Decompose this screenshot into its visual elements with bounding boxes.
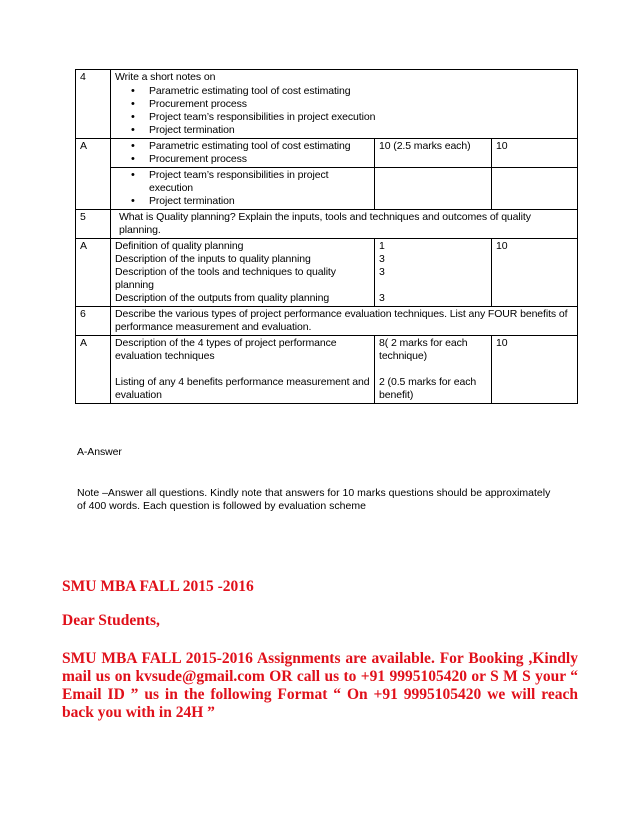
- criteria-line: Listing of any 4 benefits performance measurement and evaluation: [115, 376, 370, 401]
- list-item: • Procurement process: [149, 98, 573, 111]
- answer-4-row: [76, 139, 578, 168]
- answer-bullet-list: [115, 169, 370, 208]
- answer-criteria: [111, 336, 375, 404]
- promo-heading: SMU MBA FALL 2015 -2016: [62, 578, 254, 595]
- answer-total: 10: [492, 336, 578, 404]
- answer-marks: [375, 239, 492, 307]
- evaluation-table: [75, 69, 578, 404]
- criteria-line: Definition of quality planning: [115, 240, 244, 252]
- a-answer-label: A-Answer: [77, 446, 122, 458]
- answer-marks-empty: [375, 168, 492, 210]
- answer-label: A: [76, 139, 111, 210]
- question-number: 4: [76, 70, 111, 139]
- list-item: • Parametric estimating tool of cost estimating: [149, 140, 370, 153]
- mark-value: 2 (0.5 marks for each benefit): [379, 376, 477, 401]
- answer-5-row: [76, 239, 578, 307]
- answer-bullet-list: [115, 140, 370, 166]
- question-bullet-list: [115, 85, 573, 137]
- question-text: Describe the various types of project performance evaluation techniques. List any FOUR benefits of performance measurement and evaluation.: [111, 307, 578, 336]
- answer-4-continued-row: [76, 168, 578, 210]
- answer-label: A: [76, 239, 111, 307]
- question-5-row: [76, 210, 578, 239]
- question-text: What is Quality planning? Explain the inputs, tools and techniques and outcomes of quality planning.: [111, 210, 578, 239]
- mark-value: 3: [379, 292, 385, 304]
- question-6-row: [76, 307, 578, 336]
- mark-value: 8( 2 marks for each technique): [379, 337, 468, 362]
- question-title: Write a short notes on: [115, 71, 216, 83]
- answer-marks: [375, 336, 492, 404]
- list-item: • Project termination: [149, 124, 573, 137]
- note-text: Note –Answer all questions. Kindly note that answers for 10 marks questions should be approximately of 400 words. Each question is followed by evaluation scheme: [77, 487, 551, 512]
- question-number: 5: [76, 210, 111, 239]
- list-item: • Project termination: [149, 195, 370, 208]
- list-item: • Procurement process: [149, 153, 370, 166]
- answer-criteria: [111, 239, 375, 307]
- question-number: 6: [76, 307, 111, 336]
- mark-value: 1: [379, 240, 385, 252]
- criteria-line: Description of the tools and techniques to quality planning: [115, 266, 336, 291]
- mark-value: 3: [379, 253, 385, 265]
- answer-total: 10: [492, 139, 578, 168]
- answer-label: A: [76, 336, 111, 404]
- answer-criteria: [111, 139, 375, 168]
- mark-value: 3: [379, 266, 385, 278]
- answer-marks: 10 (2.5 marks each): [375, 139, 492, 168]
- criteria-line: Description of the inputs to quality planning: [115, 253, 311, 265]
- answer-6-row: [76, 336, 578, 404]
- list-item: • Project team’s responsibilities in project execution: [149, 169, 370, 195]
- answer-total: 10: [492, 239, 578, 307]
- question-text: [111, 70, 578, 139]
- criteria-line: Description of the outputs from quality planning: [115, 292, 330, 304]
- criteria-line: Description of the 4 types of project performance evaluation techniques: [115, 337, 337, 362]
- question-4-row: [76, 70, 578, 139]
- promo-greeting: Dear Students,: [62, 612, 160, 629]
- answer-criteria: [111, 168, 375, 210]
- list-item: • Project team’s responsibilities in project execution: [149, 111, 573, 124]
- answer-total-empty: [492, 168, 578, 210]
- promo-body: SMU MBA FALL 2015-2016 Assignments are available. For Booking ,Kindly mail us on kvsude@gmail.com OR call us to +91 9995105420 or S M S your “ Email ID ” us in the following Format “ On +91 9995105420 we will reach back you with in 24H ”: [62, 650, 578, 721]
- list-item: • Parametric estimating tool of cost estimating: [149, 85, 573, 98]
